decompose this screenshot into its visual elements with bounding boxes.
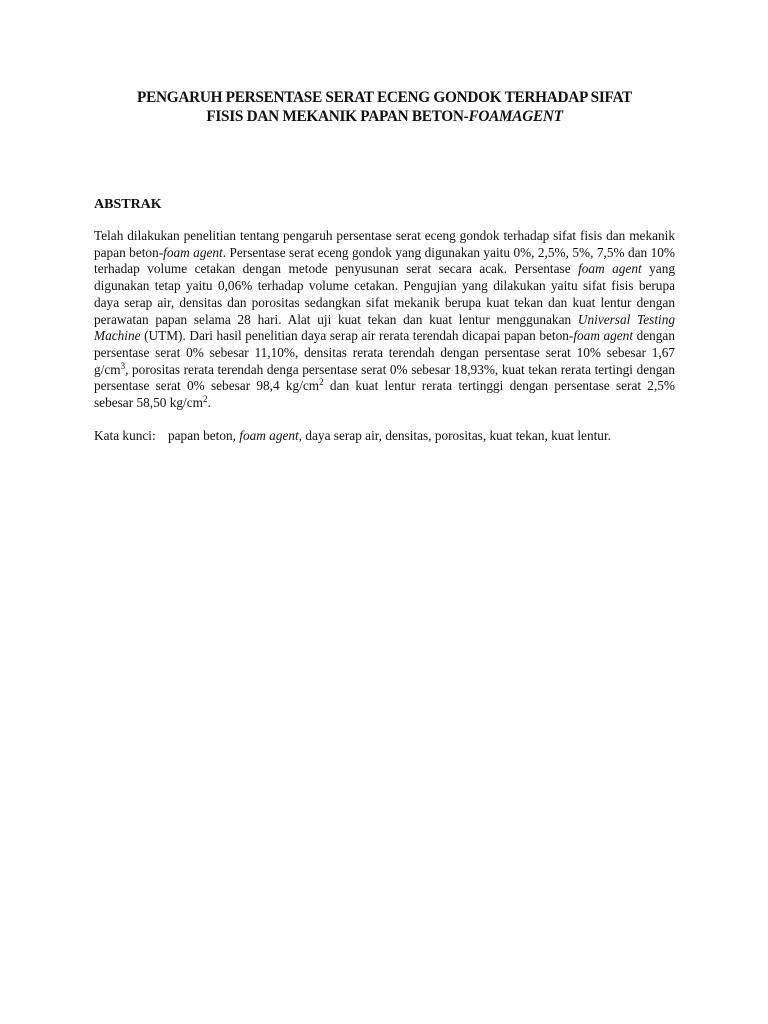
keywords-text: , daya serap air, densitas, porositas, kuat tekan, kuat lentur. bbox=[298, 427, 611, 443]
title-line-2-italic: FOAMAGENT bbox=[468, 108, 563, 125]
abstract-text: , porositas rerata terendah denga persentase serat 0% sebesar 18,93%, kuat tekan rerata tertingi dengan persentase serat 0% sebesar 98,4 kg/cm bbox=[94, 361, 675, 394]
abstract-text: . bbox=[207, 395, 211, 411]
document-page bbox=[94, 88, 675, 444]
document-title bbox=[94, 88, 675, 126]
abstract-text: yang digunakan tetap yaitu 0,06% terhadap volume cetakan. Pengujian yang dilakukan yaitu sifat fisis berupa daya serap air, densitas dan porositas sedangkan sifat mekanik berupa kuat tekan dan kuat lentur dengan perawatan papan selama 28 hari. Alat uji kuat tekan dan kuat lentur menggunakan bbox=[94, 261, 675, 327]
title-line-2: FISIS DAN MEKANIK PAPAN BETON- bbox=[206, 108, 469, 125]
abstract-term-foam-agent: foam agent bbox=[578, 261, 642, 277]
title-line-1: PENGARUH PERSENTASE SERAT ECENG GONDOK TERHADAP SIFAT bbox=[137, 89, 632, 106]
keywords-text: papan beton, bbox=[168, 427, 240, 443]
abstract-term-foam-agent: foam agent bbox=[163, 244, 223, 260]
abstract-term-utm: Universal Testing Machine bbox=[94, 311, 675, 344]
keywords-list bbox=[168, 428, 675, 445]
abstract-text: (UTM). Dari hasil penelitian daya serap air rerata terendah dicapai papan beton- bbox=[140, 328, 574, 344]
superscript-square: 2 bbox=[319, 377, 324, 388]
abstract-paragraph bbox=[94, 228, 675, 412]
superscript-square: 2 bbox=[202, 394, 208, 405]
superscript-cubic: 3 bbox=[120, 360, 126, 371]
abstract-heading: ABSTRAK bbox=[94, 197, 162, 212]
abstract-term-foam-agent: foam agent bbox=[573, 328, 634, 344]
keywords-block bbox=[94, 428, 675, 445]
keywords-label: Kata kunci: bbox=[94, 427, 156, 443]
keywords-term-foam-agent: foam agent bbox=[239, 427, 299, 443]
abstract-text: Telah dilakukan penelitian tentang pengaruh persentase serat eceng gondok terhadap sifat fisis dan mekanik papan beton- bbox=[94, 228, 675, 260]
abstract-text: dan kuat lentur rerata tertinggi dengan persentase serat 2,5% sebesar 58,50 kg/cm bbox=[94, 378, 675, 411]
abstract-text: dengan persentase serat 0% sebesar 11,10%, densitas rerata terendah dengan persentase serat 10% sebesar 1,67 g/cm bbox=[94, 328, 675, 377]
abstract-text: . Persentase serat eceng gondok yang digunakan yaitu 0%, 2,5%, 5%, 7,5% dan 10% terhadap volume cetakan dengan metode penyusunan serat secara acak. Persentase bbox=[94, 244, 675, 277]
